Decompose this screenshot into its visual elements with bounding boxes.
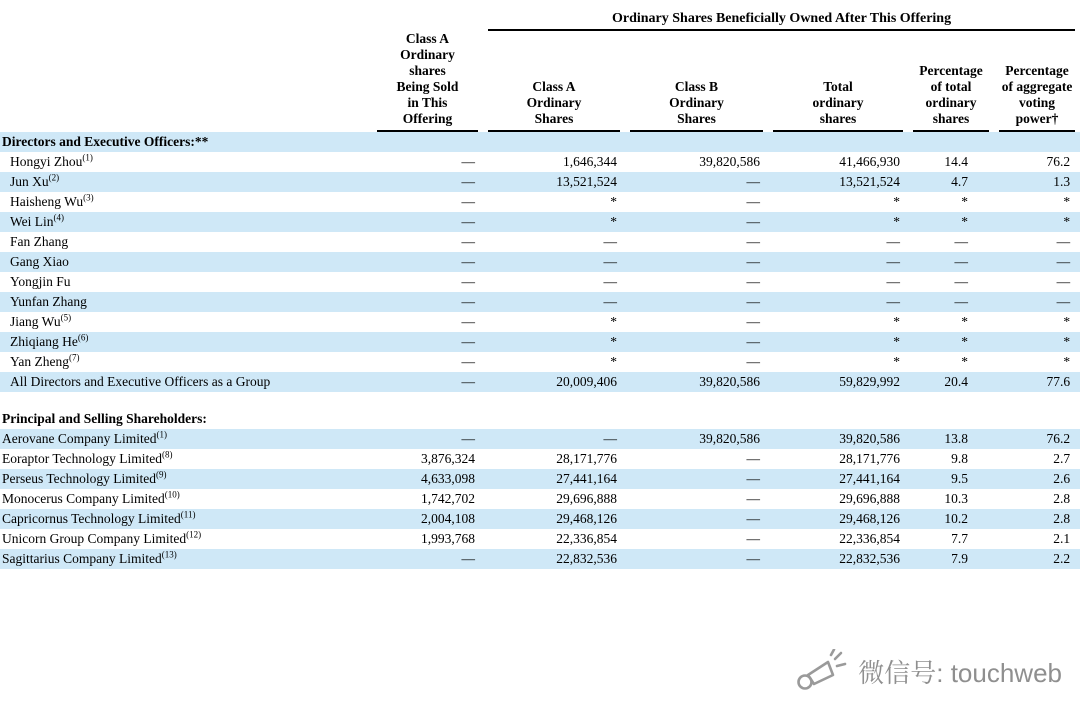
value-cell: 1,646,344 — [563, 154, 617, 169]
shareholder-name-text: Perseus Technology Limited — [2, 471, 157, 486]
footnote-ref: (2) — [48, 172, 60, 183]
column-header-text: Class A Ordinary Shares — [526, 79, 582, 126]
value-cell: 2.1 — [1053, 531, 1071, 546]
column-header-underline — [773, 79, 903, 132]
shareholder-name-text: Wei Lin — [10, 214, 54, 229]
shareholder-name-text: Yan Zheng — [10, 354, 70, 369]
table-row — [0, 529, 1080, 549]
value-cell: 20.4 — [944, 374, 968, 389]
value-cell: 29,696,888 — [839, 491, 900, 506]
value-cell: — — [603, 234, 617, 249]
ownership-table — [0, 10, 1080, 569]
value-cell: * — [961, 194, 968, 209]
value-cell: 7.7 — [951, 531, 968, 546]
column-header-underline — [377, 31, 478, 132]
value-cell: — — [603, 274, 617, 289]
value-cell: — — [954, 234, 968, 249]
value-cell: 28,171,776 — [839, 451, 900, 466]
value-cell: 29,468,126 — [839, 511, 900, 526]
value-cell: 7.9 — [951, 551, 968, 566]
shareholder-name — [0, 252, 372, 272]
value-cell: 76.2 — [1046, 154, 1071, 169]
value-cell: * — [1063, 194, 1071, 209]
column-header-underline — [630, 79, 763, 132]
shareholder-name — [0, 172, 372, 192]
value-cell: * — [961, 334, 968, 349]
value-cell: — — [461, 374, 475, 389]
value-cell: — — [746, 194, 760, 209]
table-header — [0, 10, 1080, 132]
value-cell: 1.3 — [1053, 174, 1071, 189]
table-row — [0, 312, 1080, 332]
value-cell: * — [1063, 334, 1071, 349]
value-cell: — — [886, 294, 900, 309]
value-cell: 41,466,930 — [839, 154, 900, 169]
column-header-pct-total — [908, 31, 994, 132]
shareholder-name-text: Jun Xu — [10, 174, 49, 189]
shareholder-name-text: Hongyi Zhou — [10, 154, 83, 169]
column-header-underline — [488, 79, 620, 132]
shareholder-name — [0, 372, 372, 392]
table-row — [0, 429, 1080, 449]
shareholder-name-text: Gang Xiao — [10, 254, 69, 269]
shareholder-name — [0, 192, 372, 212]
value-cell: — — [461, 234, 475, 249]
shareholder-name — [0, 352, 372, 372]
shareholder-name — [0, 509, 372, 529]
value-cell: — — [746, 234, 760, 249]
value-cell: — — [746, 334, 760, 349]
column-header-underline — [913, 63, 989, 132]
footnote-ref: (1) — [82, 152, 93, 163]
shareholder-name-text: Capricornus Technology Limited — [2, 511, 181, 526]
column-header-row — [0, 31, 1080, 132]
value-cell: * — [610, 354, 617, 369]
value-cell: — — [746, 174, 760, 189]
value-cell: * — [610, 194, 617, 209]
value-cell: * — [961, 314, 968, 329]
shareholder-name — [0, 469, 372, 489]
empty-header-cell — [372, 10, 483, 31]
value-cell: 2.6 — [1053, 471, 1071, 486]
table-row — [0, 272, 1080, 292]
footnote-ref: (5) — [60, 312, 72, 323]
group-header-title — [488, 10, 1075, 31]
column-header-text: Total ordinary shares — [812, 79, 864, 126]
footnote-ref: (3) — [83, 192, 94, 203]
value-cell: 22,336,854 — [839, 531, 900, 546]
value-cell: * — [893, 354, 900, 369]
value-cell: 4.7 — [951, 174, 968, 189]
value-cell: — — [886, 234, 900, 249]
value-cell: — — [746, 354, 760, 369]
value-cell: 10.2 — [944, 511, 968, 526]
footnote-ref: (1) — [156, 429, 167, 440]
shareholder-name — [0, 449, 372, 469]
value-cell: 9.5 — [951, 471, 968, 486]
column-header-shares-sold — [372, 31, 483, 132]
group-header-row — [0, 10, 1080, 31]
shareholder-name — [0, 429, 372, 449]
value-cell: — — [746, 511, 760, 526]
shareholder-name-text: Unicorn Group Company Limited — [2, 531, 187, 546]
shareholder-name-text: Fan Zhang — [10, 234, 69, 249]
value-cell: 1,742,702 — [421, 491, 475, 506]
group-header-cell — [483, 10, 1080, 31]
value-cell: — — [746, 451, 760, 466]
value-cell: — — [1056, 234, 1071, 249]
table-row — [0, 292, 1080, 312]
watermark-text: 微信号: touchweb — [858, 657, 1062, 688]
value-cell: 2,004,108 — [421, 511, 475, 526]
value-cell: 39,820,586 — [699, 374, 760, 389]
shareholder-name — [0, 529, 372, 549]
value-cell: * — [961, 354, 968, 369]
footnote-ref: (8) — [162, 449, 173, 460]
section-title: Principal and Selling Shareholders: — [2, 411, 207, 426]
footnote-ref: (11) — [180, 509, 196, 520]
shareholder-name — [0, 312, 372, 332]
value-cell: — — [461, 194, 475, 209]
column-header-text: Class B Ordinary Shares — [669, 79, 724, 126]
value-cell: — — [603, 254, 617, 269]
value-cell: — — [461, 314, 475, 329]
value-cell: — — [886, 254, 900, 269]
column-header-text: Percentage of total ordinary shares — [919, 63, 983, 126]
shareholder-name — [0, 489, 372, 509]
value-cell: * — [1063, 214, 1071, 229]
value-cell: — — [603, 431, 617, 446]
shareholder-name-text: All Directors and Executive Officers as a Group — [10, 374, 271, 389]
column-header-total — [768, 31, 908, 132]
shareholder-name-text: Yunfan Zhang — [10, 294, 87, 309]
value-cell: 76.2 — [1046, 431, 1071, 446]
value-cell: 28,171,776 — [556, 451, 617, 466]
footnote-ref: (13) — [161, 549, 177, 560]
table-row — [0, 152, 1080, 172]
value-cell: — — [954, 274, 968, 289]
value-cell: * — [610, 334, 617, 349]
value-cell: 39,820,586 — [839, 431, 900, 446]
value-cell: — — [954, 294, 968, 309]
value-cell: — — [461, 274, 475, 289]
value-cell: 39,820,586 — [699, 431, 760, 446]
section-title-row — [0, 132, 1080, 152]
table-row — [0, 469, 1080, 489]
value-cell: 77.6 — [1046, 374, 1071, 389]
value-cell: — — [461, 254, 475, 269]
value-cell: 27,441,164 — [839, 471, 900, 486]
value-cell: 2.2 — [1053, 551, 1071, 566]
value-cell: 59,829,992 — [839, 374, 900, 389]
table-row — [0, 172, 1080, 192]
spacer-cell — [0, 392, 1080, 409]
value-cell: — — [461, 214, 475, 229]
shareholder-name-text: Monocerus Company Limited — [2, 491, 165, 506]
footnote-ref: (4) — [53, 212, 65, 223]
value-cell: 2.7 — [1053, 451, 1071, 466]
value-cell: — — [746, 254, 760, 269]
value-cell: 29,468,126 — [556, 511, 617, 526]
column-header-underline — [999, 63, 1075, 132]
value-cell: 13,521,524 — [839, 174, 900, 189]
table-row — [0, 449, 1080, 469]
shareholder-name-text: Haisheng Wu — [10, 194, 84, 209]
shareholder-name-text: Aerovane Company Limited — [2, 431, 157, 446]
footnote-ref: (10) — [164, 489, 180, 500]
value-cell: — — [1056, 254, 1071, 269]
table-row — [0, 549, 1080, 569]
value-cell: — — [461, 431, 475, 446]
value-cell: — — [746, 314, 760, 329]
value-cell: — — [746, 471, 760, 486]
table-row — [0, 252, 1080, 272]
value-cell: * — [610, 214, 617, 229]
megaphone-hand-icon — [792, 649, 848, 693]
value-cell: — — [746, 294, 760, 309]
value-cell: — — [1056, 274, 1071, 289]
shareholder-name — [0, 332, 372, 352]
value-cell: 27,441,164 — [556, 471, 617, 486]
value-cell: — — [461, 354, 475, 369]
section-title-row — [0, 409, 1080, 429]
shareholder-name — [0, 549, 372, 569]
value-cell: — — [1056, 294, 1071, 309]
shareholder-name-text: Sagittarius Company Limited — [2, 551, 162, 566]
shareholder-name — [0, 272, 372, 292]
value-cell: — — [603, 294, 617, 309]
table-body — [0, 132, 1080, 569]
value-cell: * — [893, 214, 900, 229]
document-page — [0, 10, 1080, 709]
footnote-ref: (7) — [69, 352, 80, 363]
value-cell: 4,633,098 — [421, 471, 475, 486]
value-cell: * — [1063, 314, 1071, 329]
column-header-text: Percentage of aggregate voting power† — [1001, 63, 1073, 126]
value-cell: — — [461, 294, 475, 309]
shareholder-name-text: Yongjin Fu — [10, 274, 71, 289]
column-header-class-b — [625, 31, 768, 132]
value-cell: 39,820,586 — [699, 154, 760, 169]
shareholder-name-text: Eoraptor Technology Limited — [2, 451, 163, 466]
footnote-ref: (6) — [77, 332, 89, 343]
value-cell: 2.8 — [1053, 491, 1071, 506]
table-row — [0, 489, 1080, 509]
value-cell: — — [954, 254, 968, 269]
value-cell: — — [746, 214, 760, 229]
shareholder-name-text: Zhiqiang He — [10, 334, 78, 349]
column-header-class-a — [483, 31, 625, 132]
value-cell: * — [893, 194, 900, 209]
value-cell: 14.4 — [944, 154, 968, 169]
table-row — [0, 232, 1080, 252]
shareholder-name — [0, 292, 372, 312]
value-cell: 9.8 — [951, 451, 968, 466]
table-row — [0, 192, 1080, 212]
group-header-text: Ordinary Shares Beneficially Owned After This Offering — [611, 11, 952, 26]
section-title: Directors and Executive Officers:** — [2, 134, 209, 149]
value-cell: 13,521,524 — [556, 174, 617, 189]
value-cell: * — [893, 334, 900, 349]
table-row — [0, 372, 1080, 392]
value-cell: — — [461, 174, 475, 189]
value-cell: 13.8 — [944, 431, 968, 446]
table-row — [0, 212, 1080, 232]
table-row — [0, 332, 1080, 352]
shareholder-name — [0, 212, 372, 232]
value-cell: — — [746, 274, 760, 289]
value-cell: — — [746, 551, 760, 566]
value-cell: — — [461, 154, 475, 169]
spacer-row — [0, 392, 1080, 409]
value-cell: * — [893, 314, 900, 329]
value-cell: * — [610, 314, 617, 329]
watermark — [792, 649, 1062, 693]
shareholder-name — [0, 232, 372, 252]
column-header-pct-voting — [994, 31, 1080, 132]
value-cell: 22,336,854 — [556, 531, 617, 546]
value-cell: — — [746, 491, 760, 506]
value-cell: * — [961, 214, 968, 229]
value-cell: 2.8 — [1053, 511, 1071, 526]
value-cell: 22,832,536 — [556, 551, 617, 566]
value-cell: 22,832,536 — [839, 551, 900, 566]
shareholder-name-text: Jiang Wu — [10, 314, 61, 329]
value-cell: 20,009,406 — [556, 374, 617, 389]
footnote-ref: (12) — [186, 529, 202, 540]
table-row — [0, 509, 1080, 529]
value-cell: — — [461, 551, 475, 566]
value-cell: 3,876,324 — [421, 451, 475, 466]
empty-header-cell — [0, 10, 372, 31]
value-cell: 10.3 — [944, 491, 968, 506]
table-row — [0, 352, 1080, 372]
value-cell: 29,696,888 — [556, 491, 617, 506]
value-cell: * — [1063, 354, 1071, 369]
shareholder-name — [0, 152, 372, 172]
column-header-text: Class A Ordinary shares Being Sold in This Offering — [396, 31, 459, 126]
value-cell: — — [746, 531, 760, 546]
footnote-ref: (9) — [156, 469, 167, 480]
empty-header-cell — [0, 31, 372, 132]
value-cell: — — [886, 274, 900, 289]
value-cell: — — [461, 334, 475, 349]
value-cell: 1,993,768 — [421, 531, 475, 546]
